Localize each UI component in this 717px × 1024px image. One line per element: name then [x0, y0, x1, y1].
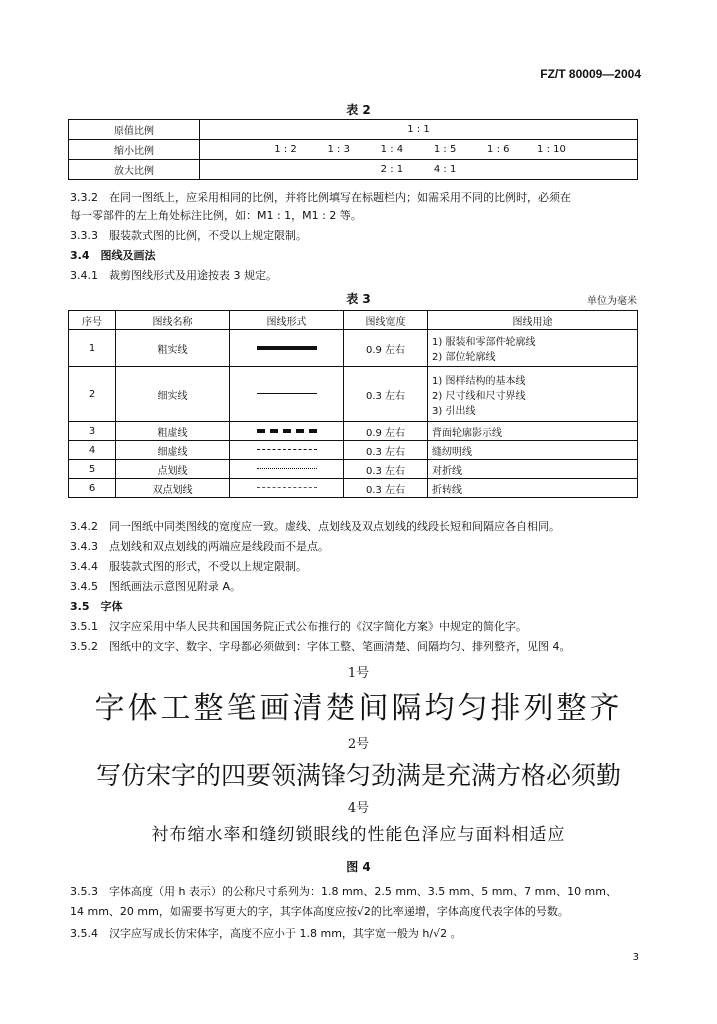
usage-item: 1) 服装和零部件轮廓线	[432, 337, 536, 348]
table-row	[69, 120, 638, 140]
row-number: 4	[69, 441, 116, 460]
table-row	[69, 422, 638, 441]
line-name: 双点划线	[116, 479, 230, 498]
line-usage	[428, 422, 638, 441]
column-header: 图线宽度	[344, 311, 428, 330]
table-row	[69, 330, 638, 367]
table2-row-label: 原值比例	[69, 120, 200, 140]
column-header: 图线用途	[428, 311, 638, 330]
font-sample-1: 字体工整笔画清楚间隔均匀排列整齐	[94, 691, 623, 726]
ratio-value: 4 : 1	[433, 164, 457, 175]
paragraph-3-4-3: 3.4.3 点划线和双点划线的两端应是线段而不是点。	[70, 540, 329, 553]
table-header-row	[69, 311, 638, 330]
usage-item: 缝纫明线	[432, 446, 472, 458]
table2-cell	[200, 140, 638, 160]
paragraph-3-3-2: 3.3.2 在同一图纸上，应采用相同的比例，并将比例填写在标题栏内；如需采用不同的比例时，必须在	[70, 191, 571, 204]
line-usage	[428, 460, 638, 479]
line-name: 细虚线	[116, 441, 230, 460]
line-sample	[230, 330, 344, 367]
table2	[68, 119, 638, 180]
table3-unit: 单位为毫米	[587, 296, 637, 307]
table2-row-label: 放大比例	[69, 160, 200, 180]
line-width: 0.3 左右	[344, 367, 428, 422]
standard-number: FZ/T 80009—2004	[540, 67, 641, 81]
paragraph-3-5-3: 3.5.3 字体高度（用 h 表示）的公称尺寸系列为：1.8 mm、2.5 mm、3.5 mm、5 mm、7 mm、10 mm、	[70, 885, 617, 898]
usage-item: 折转线	[432, 484, 462, 496]
table3-caption: 表 3	[346, 292, 371, 306]
paragraph-3-5-1: 3.5.1 汉字应采用中华人民共和国国务院正式公布推行的《汉字简化方案》中规定的简化字。	[70, 620, 527, 633]
paragraph-3-4-4: 3.4.4 服装款式图的形式，不受以上规定限制。	[70, 560, 307, 573]
row-number: 6	[69, 479, 116, 498]
table-row	[69, 367, 638, 422]
table2-row-label: 缩小比例	[69, 140, 200, 160]
ratio-value: 2 : 1	[380, 164, 404, 175]
line-width: 0.9 左右	[344, 330, 428, 367]
line-usage	[428, 330, 638, 367]
table2-cell: 1 : 1	[200, 120, 638, 140]
paragraph-3-5-2: 3.5.2 图纸中的文字、数字、字母都必须做到：字体工整、笔画清楚、间隔均匀、排列整齐，见图 4。	[70, 640, 571, 653]
section-3-5-heading: 3.5 字体	[70, 600, 123, 613]
line-sample	[230, 479, 344, 498]
usage-item: 对折线	[432, 465, 462, 477]
paragraph-3-5-4: 3.5.4 汉字应写成长仿宋体字，高度不应小于 1.8 mm，其字宽一般为 h/√2 。	[70, 927, 462, 940]
column-header: 序号	[69, 311, 116, 330]
ratio-value: 1 : 6	[487, 144, 510, 155]
paragraph-3-4-1: 3.4.1 裁剪图线形式及用途按表 3 规定。	[70, 269, 277, 282]
line-usage	[428, 367, 638, 422]
font-size-label-2: 2号	[347, 737, 370, 752]
line-width: 0.3 左右	[344, 441, 428, 460]
font-size-label-1: 1号	[347, 666, 370, 681]
table3	[68, 310, 638, 498]
table-row	[69, 140, 638, 160]
line-usage	[428, 479, 638, 498]
table-row	[69, 441, 638, 460]
usage-item: 2) 尺寸线和尺寸界线	[432, 390, 526, 402]
figure4-caption: 图 4	[346, 860, 371, 874]
table-row	[69, 460, 638, 479]
font-sample-2: 写仿宋字的四要领满锋匀劲满是充满方格必须勤	[95, 761, 621, 790]
line-name: 点划线	[116, 460, 230, 479]
table-row	[69, 160, 638, 180]
line-name: 细实线	[116, 367, 230, 422]
paragraph-3-4-2: 3.4.2 同一图纸中同类图线的宽度应一致。虚线、点划线及双点划线的线段长短和间隔应各自相同。	[70, 520, 560, 533]
section-3-4-heading: 3.4 图线及画法	[70, 249, 156, 262]
row-number: 3	[69, 422, 116, 441]
usage-item: 3) 引出线	[432, 405, 476, 417]
row-number: 5	[69, 460, 116, 479]
font-size-label-4: 4号	[347, 801, 370, 816]
line-width: 0.3 左右	[344, 479, 428, 498]
line-usage	[428, 441, 638, 460]
line-width: 0.9 左右	[344, 422, 428, 441]
paragraph-3-3-3: 3.3.3 服装款式图的比例，不受以上规定限制。	[70, 229, 307, 242]
table2-cell	[200, 160, 638, 180]
line-width: 0.3 左右	[344, 460, 428, 479]
table-row	[69, 479, 638, 498]
page-number: 3	[632, 952, 639, 963]
usage-item: 2) 部位轮廓线	[432, 352, 496, 363]
usage-item: 1) 图样结构的基本线	[432, 375, 526, 387]
ratio-value: 1 : 5	[433, 144, 457, 155]
line-sample	[230, 441, 344, 460]
paragraph-3-4-5: 3.4.5 图纸画法示意图见附录 A。	[70, 580, 242, 593]
ratio-value: 1 : 10	[537, 144, 566, 155]
column-header: 图线名称	[116, 311, 230, 330]
paragraph-3-3-2-cont: 每一零部件的左上角处标注比例，如：M1 : 1，M1 : 2 等。	[70, 209, 362, 222]
ratio-value: 1 : 4	[380, 144, 404, 155]
line-sample	[230, 367, 344, 422]
row-number: 1	[69, 330, 116, 367]
row-number: 2	[69, 367, 116, 422]
font-sample-4: 衬布缩水率和缝纫锁眼线的性能色泽应与面料相适应	[151, 825, 566, 845]
line-name: 粗实线	[116, 330, 230, 367]
line-sample	[230, 460, 344, 479]
ratio-value: 1 : 3	[327, 144, 350, 155]
paragraph-3-5-3-cont: 14 mm、20 mm，如需要书写更大的字，其字体高度应按√2的比率递增，字体高度代表字体的号数。	[70, 905, 569, 918]
column-header: 图线形式	[230, 311, 344, 330]
line-sample	[230, 422, 344, 441]
usage-item: 背面轮廓影示线	[432, 427, 502, 439]
table2-caption: 表 2	[346, 103, 371, 117]
line-name: 粗虚线	[116, 422, 230, 441]
ratio-value: 1 : 2	[274, 144, 297, 155]
